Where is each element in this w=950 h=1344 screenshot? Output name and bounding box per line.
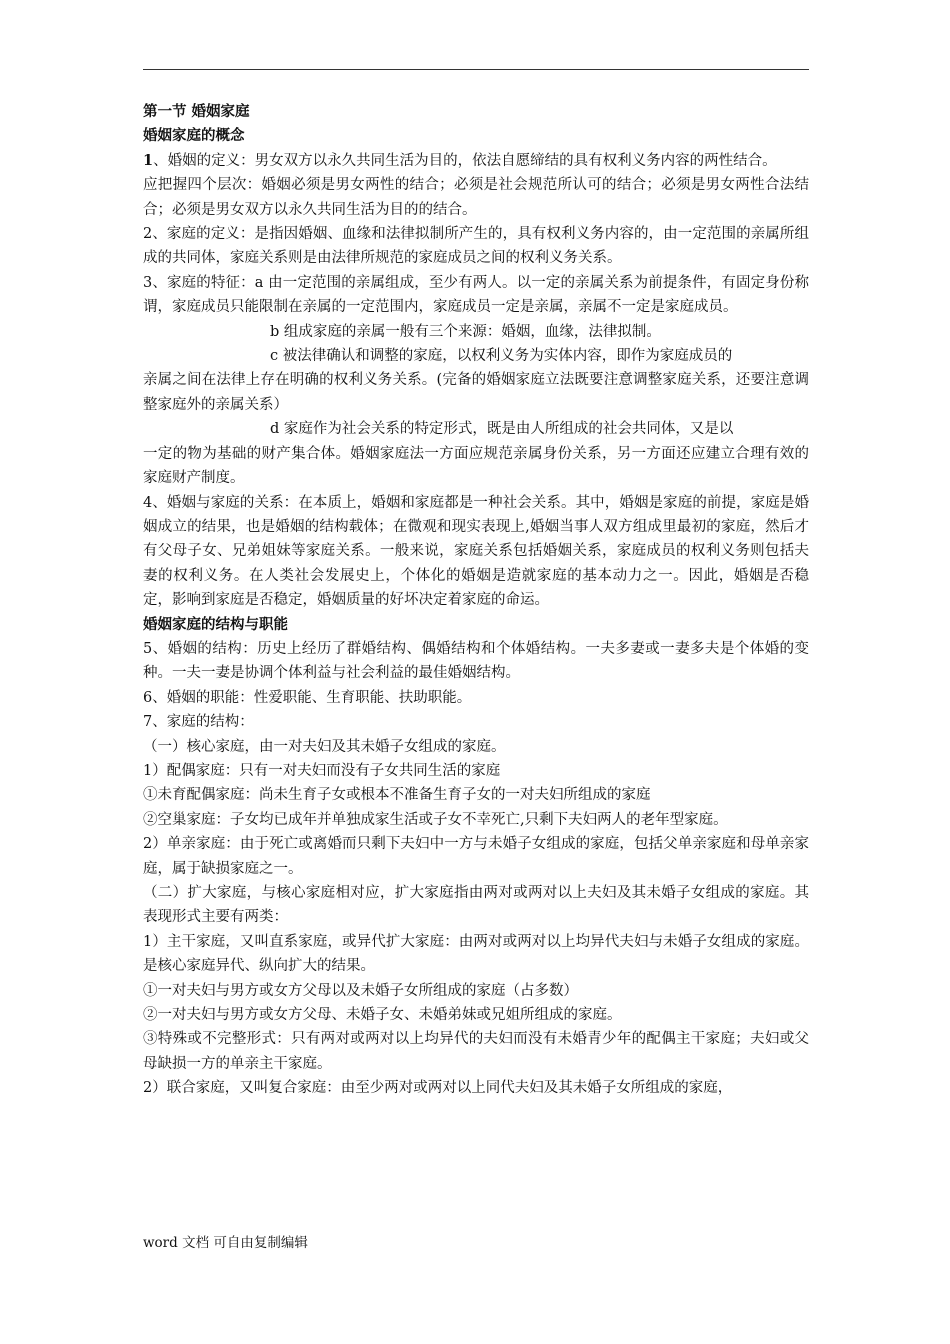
document-body xyxy=(143,100,809,1101)
paragraph-7-2: （二）扩大家庭，与核心家庭相对应，扩大家庭指由两对或两对以上夫妇及其未婚子女组成的家庭。其表现形式主要有两类： xyxy=(143,885,809,926)
paragraph-7-2-1c: ③特殊或不完整形式：只有两对或两对以上均异代的夫妇而没有未婚青少年的配偶主干家庭；夫妇或父母缺损一方的单亲主干家庭。 xyxy=(143,1031,809,1072)
paragraph-3b: b 组成家庭的亲属一般有三个来源：婚姻，血缘，法律拟制。 xyxy=(270,323,661,340)
paragraph-3c-first: c 被法律确认和调整的家庭，以权利义务为实体内容，即作为家庭成员的 xyxy=(270,348,733,365)
paragraph-3d-rest: 一定的物为基础的财产集合体。婚姻家庭法一方面应规范亲属身份关系，另一方面还应建立合理有效的家庭财产制度。 xyxy=(143,445,809,487)
paragraph-1 xyxy=(143,149,809,173)
paragraph-7-2-1: 1）主干家庭，又叫直系家庭，或异代扩大家庭：由两对或两对以上均异代夫妇与未婚子女组成的家庭。是核心家庭异代、纵向扩大的结果。 xyxy=(143,933,809,975)
section-title: 第一节 婚姻家庭 xyxy=(143,103,250,120)
paragraph-7-1: （一）核心家庭，由一对夫妇及其未婚子女组成的家庭。 xyxy=(143,738,506,755)
paragraph-1b: 应把握四个层次：婚姻必须是男女两性的结合；必须是社会规范所认可的结合；必须是男女两性合法结合；必须是男女双方以永久共同生活为目的的结合。 xyxy=(143,177,809,218)
paragraph-1-number: 1 xyxy=(143,151,154,169)
paragraph-1-text: 、婚姻的定义：男女双方以永久共同生活为目的，依法自愿缔结的具有权利义务内容的两性结合。 xyxy=(153,152,777,169)
paragraph-7-2-2: 2）联合家庭，又叫复合家庭：由至少两对或两对以上同代夫妇及其未婚子女所组成的家庭， xyxy=(143,1080,733,1097)
paragraph-7-1-1a: ①未育配偶家庭：尚未生育子女或根本不准备生育子女的一对夫妇所组成的家庭 xyxy=(143,787,651,804)
heading-concept: 婚姻家庭的概念 xyxy=(143,127,245,145)
paragraph-7: 7、家庭的结构： xyxy=(143,714,254,731)
paragraph-6: 6、婚姻的职能：性爱职能、生育职能、扶助职能。 xyxy=(143,689,472,706)
paragraph-3c-rest: 亲属之间在法律上存在明确的权利义务关系。(完备的婚姻家庭立法既要注意调整家庭关系，还要注意调整家庭外的亲属关系） xyxy=(143,372,809,413)
paragraph-3a: 3、家庭的特征：a 由一定范围的亲属组成，至少有两人。以一定的亲属关系为前提条件，有固定身份称谓，家庭成员只能限制在亲属的一定范围内，家庭成员一定是亲属，亲属不一定是家庭成员。 xyxy=(143,274,809,316)
page-footer: word 文档 可自由复制编辑 xyxy=(143,1235,308,1251)
header-rule xyxy=(143,69,809,70)
paragraph-5: 5、婚姻的结构：历史上经历了群婚结构、偶婚结构和个体婚结构。一夫多妻或一妻多夫是个体婚的变种。一夫一妻是协调个体利益与社会利益的最佳婚姻结构。 xyxy=(143,640,809,682)
paragraph-7-1-1b: ②空巢家庭：子女均已成年并单独成家生活或子女不幸死亡,只剩下夫妇两人的老年型家庭。 xyxy=(143,811,728,828)
heading-structure: 婚姻家庭的结构与职能 xyxy=(143,615,288,633)
paragraph-7-2-1a: ①一对夫妇与男方或女方父母以及未婚子女所组成的家庭（占多数） xyxy=(143,982,578,999)
paragraph-7-1-1: 1）配偶家庭：只有一对夫妇而没有子女共同生活的家庭 xyxy=(143,762,501,779)
paragraph-4: 4、婚姻与家庭的关系：在本质上，婚姻和家庭都是一种社会关系。其中，婚姻是家庭的前提，家庭是婚姻成立的结果，也是婚姻的结构载体；在微观和现实表现上,婚姻当事人双方组成里最初的家庭，然后才有父母子女、兄弟姐妹等家庭关系。一般来说，家庭关系包括婚姻关系，家庭成员的权利义务则包括夫妻的权利义务。在人类社会发展史上，个体化的婚姻是造就家庭的基本动力之一。因此，婚姻是否稳定，影响到家庭是否稳定，婚姻质量的好坏决定着家庭的命运。 xyxy=(143,494,809,609)
paragraph-3d-first: d 家庭作为社会关系的特定形式，既是由人所组成的社会共同体，又是以 xyxy=(270,421,734,438)
paragraph-7-1-2: 2）单亲家庭：由于死亡或离婚而只剩下夫妇中一方与未婚子女组成的家庭，包括父单亲家庭和母单亲家庭，属于缺损家庭之一。 xyxy=(143,836,809,877)
paragraph-2: 2、家庭的定义：是指因婚姻、血缘和法律拟制所产生的，具有权利义务内容的，由一定范围的亲属所组成的共同体，家庭关系则是由法律所规范的家庭成员之间的权利义务关系。 xyxy=(143,226,809,267)
paragraph-7-2-1b: ②一对夫妇与男方或女方父母、未婚子女、未婚弟妹或兄姐所组成的家庭。 xyxy=(143,1007,622,1024)
